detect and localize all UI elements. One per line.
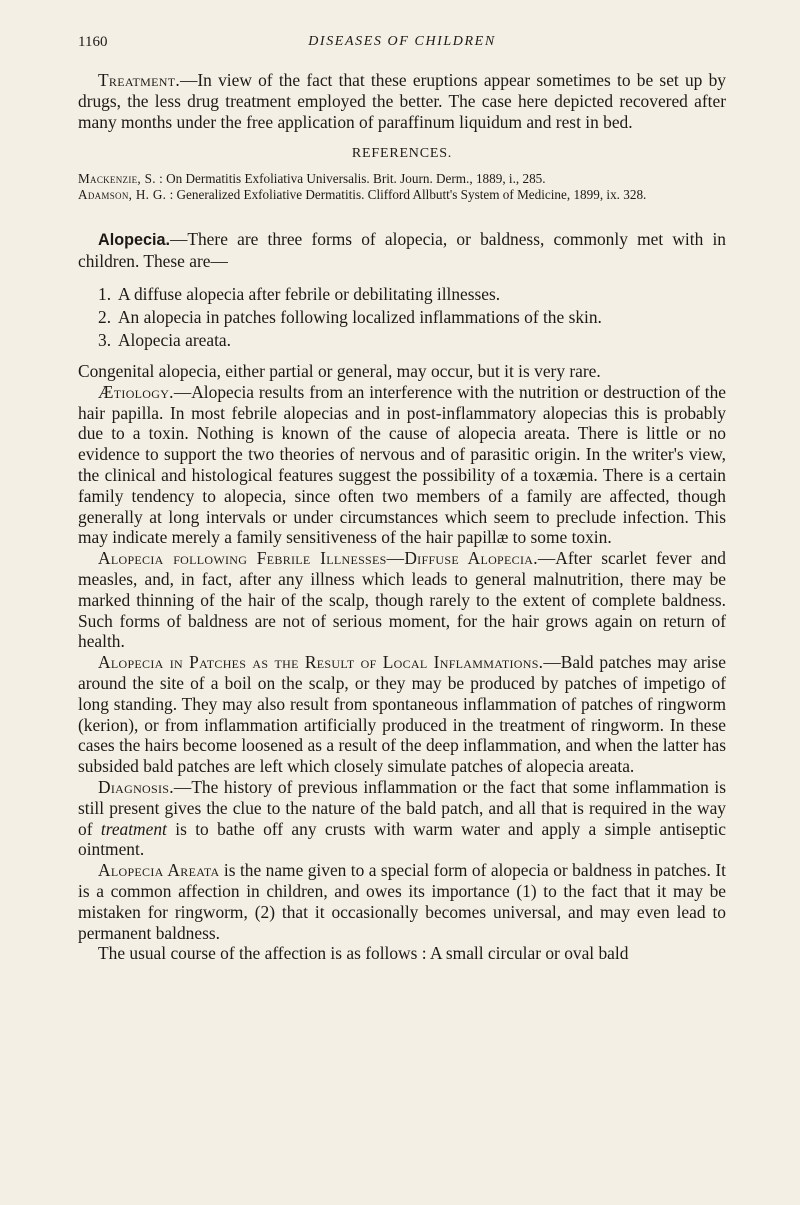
references-heading: REFERENCES. bbox=[351, 146, 453, 162]
page-number: 1160 bbox=[78, 34, 108, 50]
reference-author: Mackenzie, S. bbox=[78, 171, 156, 187]
reference-item bbox=[78, 171, 726, 187]
diagnosis-lead: Diagnosis. bbox=[98, 776, 174, 797]
list-item-text: Alopecia areata. bbox=[118, 329, 231, 350]
aetiology-paragraph bbox=[78, 382, 726, 548]
treatment-lead: Treatment. bbox=[98, 70, 180, 90]
diagnosis-text: —The history of previous inflammation or the fact that some inflammation is still present gives the clue to the nature of the bald patch, and all that is required in the way of bbox=[78, 776, 726, 839]
diagnosis-text-end: is to bathe off any crusts with warm water and apply a simple antiseptic ointment. bbox=[78, 818, 726, 860]
running-head bbox=[78, 34, 726, 56]
reference-item bbox=[78, 187, 726, 203]
list-item-number: 1. bbox=[98, 283, 112, 304]
list-item bbox=[98, 329, 726, 352]
list-item-text: An alopecia in patches following localized inflammations of the skin. bbox=[118, 306, 602, 327]
alopecia-intro-paragraph bbox=[78, 229, 726, 272]
congenital-paragraph: Congenital alopecia, either partial or general, may occur, but it is very rare. bbox=[78, 360, 601, 381]
areata-lead: Alopecia Areata bbox=[98, 860, 220, 881]
febrile-text: —After scarlet fever and measles, and, in fact, after any illness which leads to general malnutrition, there may be marked thinning of the hair of the scalp, though rarely to the extent of complete baldness. Such forms of baldness are not of serious moment, for the hair grows again on return of health. bbox=[78, 548, 726, 652]
list-item bbox=[98, 306, 726, 329]
alopecia-forms-list bbox=[78, 283, 726, 352]
list-item bbox=[98, 283, 726, 306]
section-spacer bbox=[78, 203, 726, 229]
aetiology-lead: Ætiology. bbox=[98, 381, 174, 402]
list-item-text: A diffuse alopecia after febrile or debilitating illnesses. bbox=[118, 283, 501, 304]
aetiology-text: —Alopecia results from an interference with the nutrition or destruction of the hair papilla. In most febrile alopecias and in post-inflammatory alopecias this is probably due to a toxin. Nothing is known of the cause of alopecia areata. There is little or no evidence to support the two theories of nervous and of parasitic origin. In the writer's view, the clinical and histological features suggest the possibility of a toxæmia. There is a certain family tendency to alopecia, since often two members of a family are affected, though generally at long intervals or under circumstances which seem to preclude infection. This may indicate merely a family sensitiveness of the hair papillæ to some toxin. bbox=[78, 381, 726, 548]
list-item-number: 3. bbox=[98, 329, 112, 350]
areata-paragraph bbox=[78, 860, 726, 943]
patches-paragraph bbox=[78, 652, 726, 777]
febrile-lead: Alopecia following Febrile Illnesses—Diffuse Alopecia. bbox=[98, 548, 538, 569]
treatment-paragraph bbox=[78, 70, 726, 132]
reference-text: : On Dermatitis Exfoliativa Universalis. Brit. Journ. Derm., 1889, i., 285. bbox=[159, 171, 546, 187]
febrile-paragraph bbox=[78, 548, 726, 652]
alopecia-heading: Alopecia. bbox=[98, 231, 170, 250]
reference-text: : Generalized Exfoliative Dermatitis. Clifford Allbutt's System of Medicine, 1899, ix. 328. bbox=[169, 187, 647, 203]
course-paragraph: The usual course of the affection is as follows : A small circular or oval bald bbox=[98, 943, 629, 964]
patches-lead: Alopecia in Patches as the Result of Local Inflammations. bbox=[98, 652, 544, 673]
treatment-text: —In view of the fact that these eruptions appear sometimes to be set up by drugs, the less drug treatment employed the better. The case here depicted recovered after many months under the free application of paraffinum liquidum and rest in bed. bbox=[78, 70, 726, 132]
alopecia-intro-text: —There are three forms of alopecia, or baldness, commonly met with in children. These are— bbox=[78, 229, 726, 272]
list-item-number: 2. bbox=[98, 306, 112, 327]
diagnosis-paragraph bbox=[78, 777, 726, 860]
running-title: DISEASES OF CHILDREN bbox=[308, 34, 496, 49]
reference-author: Adamson, H. G. bbox=[78, 187, 167, 203]
areata-text: is the name given to a special form of alopecia or baldness in patches. It is a common affection in children, and owes its importance (1) to the fact that it may be mistaken for ringworm, (2) that it occasionally becomes universal, and may even lead to permanent baldness. bbox=[78, 860, 726, 943]
patches-text: —Bald patches may arise around the site of a boil on the scalp, or they may be produced by patches of impetigo of long standing. They may also result from spontaneous inflammation of patches of ringworm (kerion), or from inflammation artificially produced in the treatment of ringworm. In these cases the hairs become loosened as a result of the deep inflammation, and when the latter has subsided bald patches are left which closely simulate patches of alopecia areata. bbox=[78, 652, 726, 777]
diagnosis-emphasis: treatment bbox=[100, 818, 167, 839]
